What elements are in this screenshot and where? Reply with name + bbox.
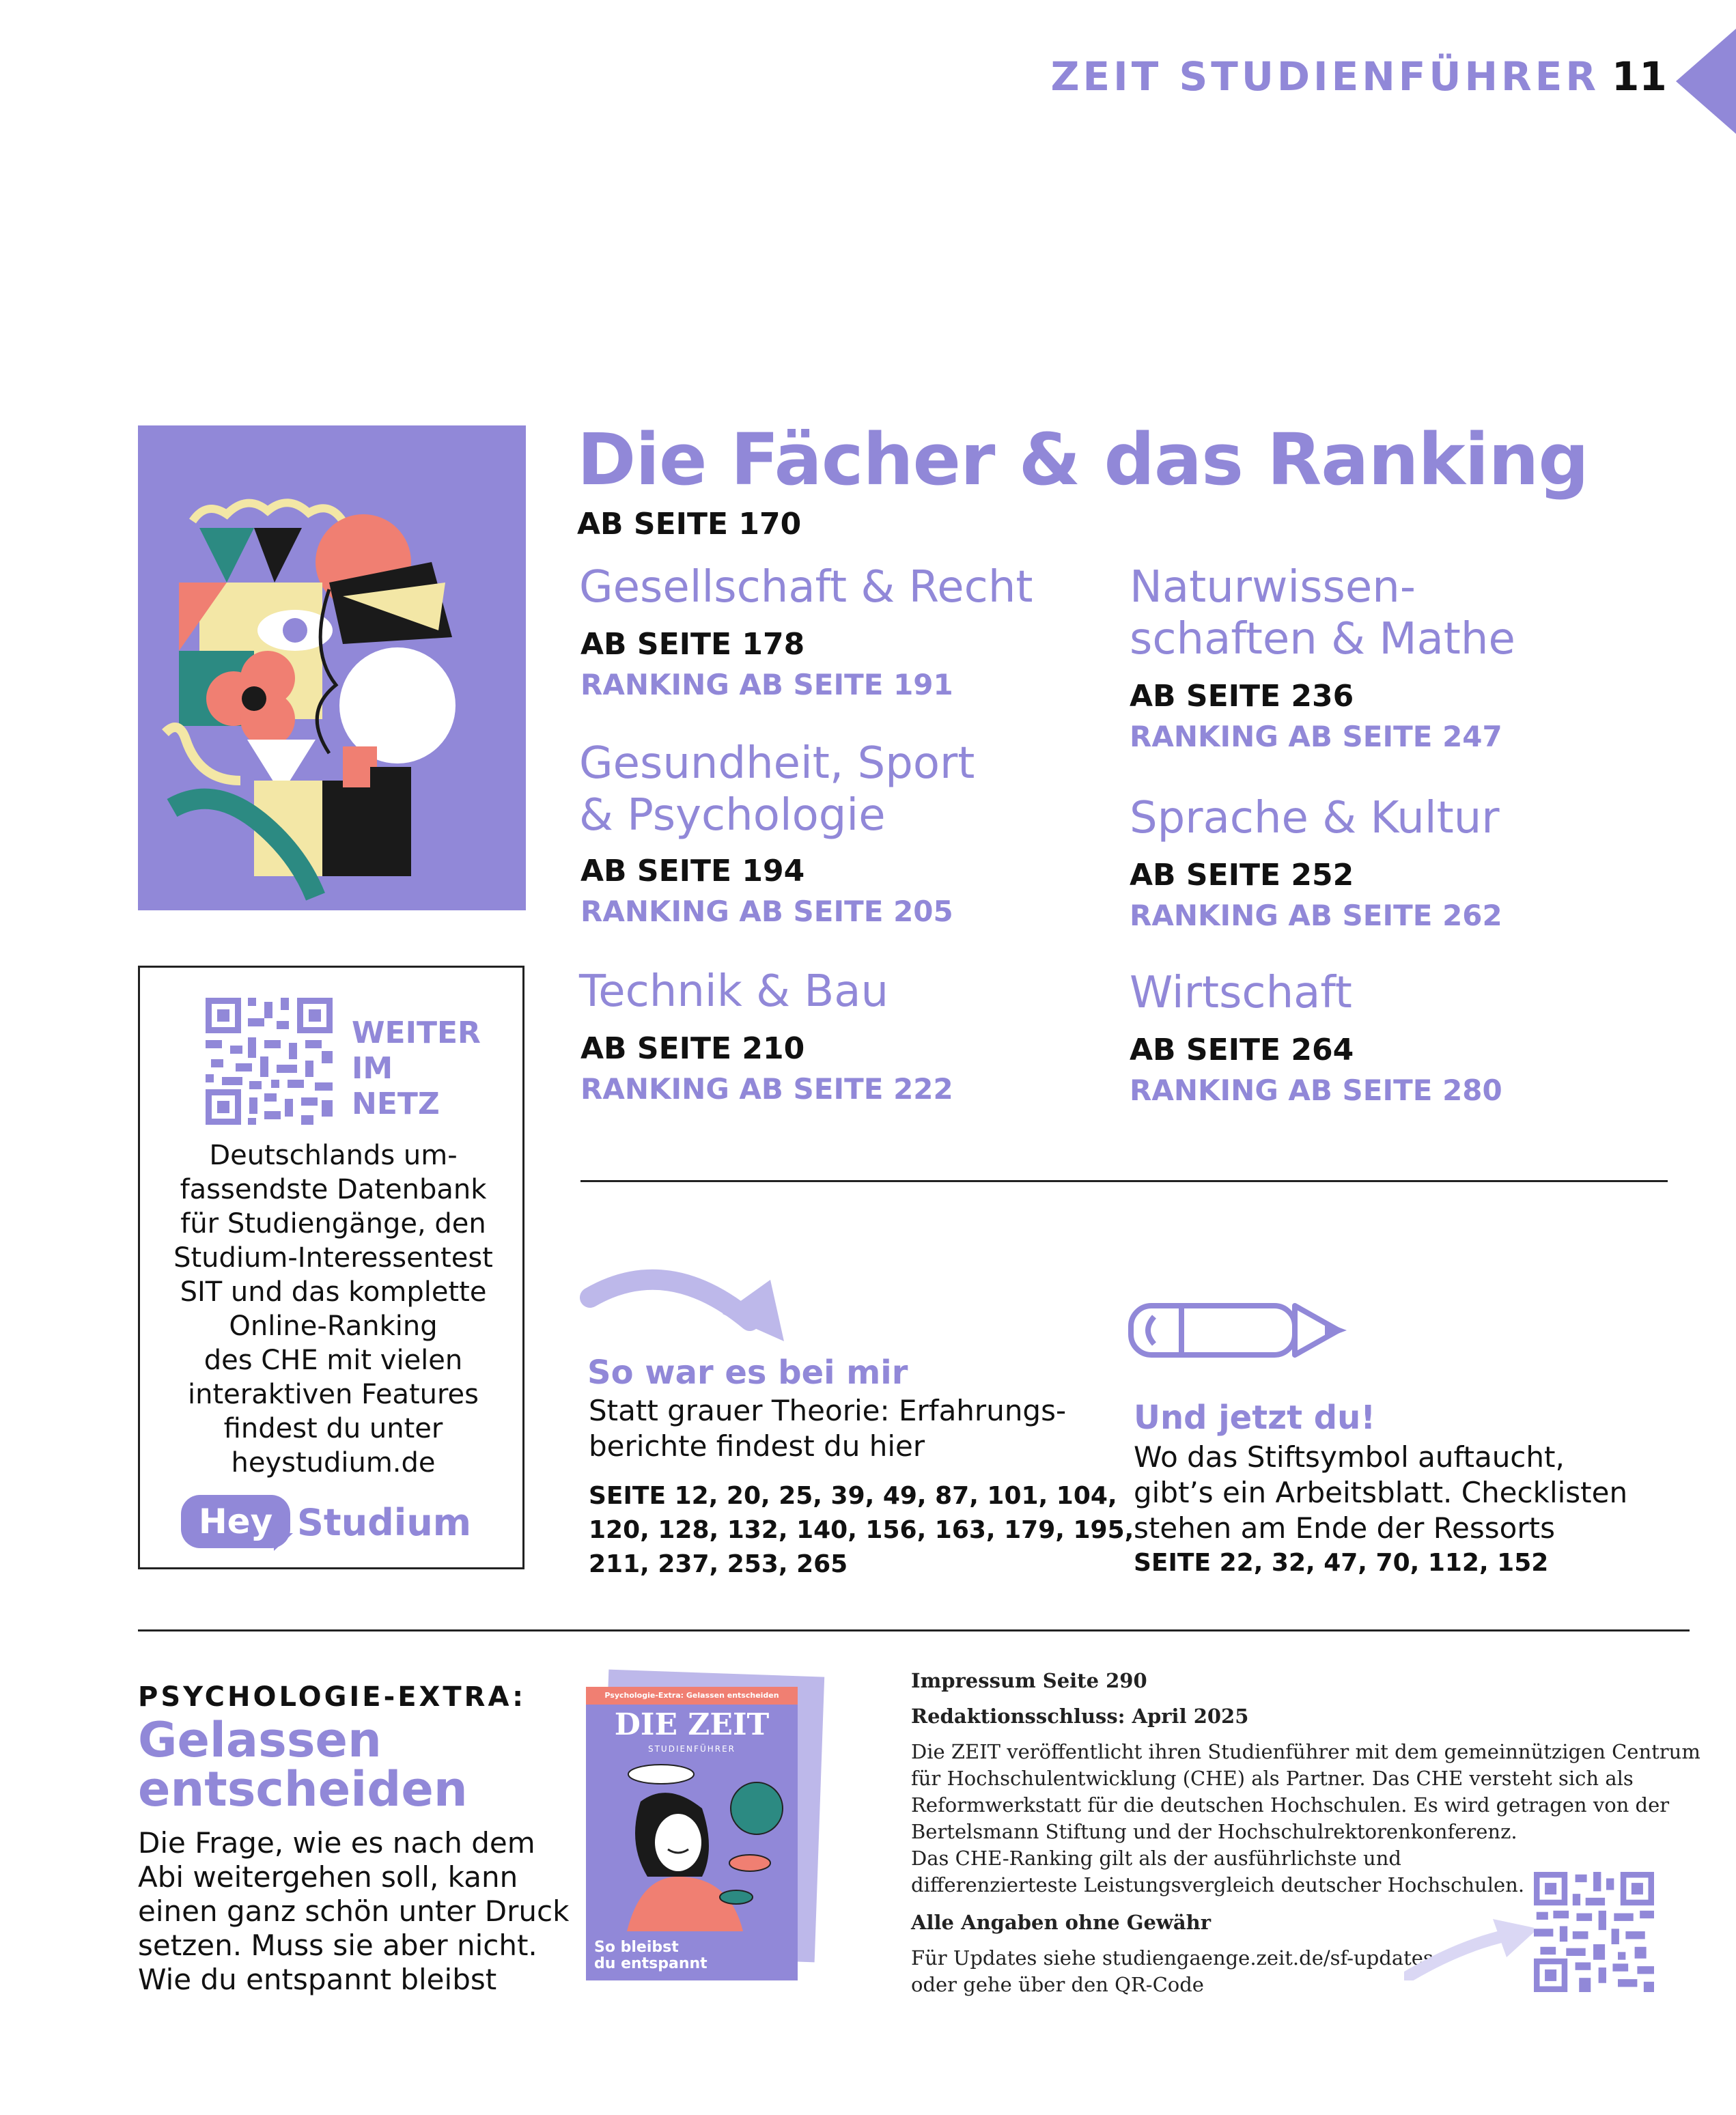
net-line: SIT und das komplette [180,1276,487,1308]
section-title: Die Fächer & das Ranking [577,418,1588,501]
running-header: ZEIT STUDIENFÜHRER [1050,53,1599,100]
so-war-pages-line: SEITE 12, 20, 25, 39, 49, 87, 101, 104, [589,1482,1117,1510]
category-wirtschaft-page: AB SEITE 264 [1130,1033,1354,1067]
net-description [140,1138,527,1480]
category-gesundheit [579,738,975,841]
impressum-page: Impressum Seite 290 [911,1669,1147,1692]
psychologie-line: Wie du entspannt bleibst [138,1963,497,1996]
logo-studium: Studium [297,1501,472,1544]
und-jetzt-pages: SEITE 22, 32, 47, 70, 112, 152 [1134,1549,1549,1577]
pointer-arrow-icon [1404,1912,1541,1980]
und-jetzt-line: Wo das Stiftsymbol auftaucht, [1134,1440,1565,1474]
impressum-line: Bertelsmann Stiftung und der Hochschulrektorenkonferenz. [911,1820,1517,1843]
psychologie-label: PSYCHOLOGIE-EXTRA: [138,1681,527,1713]
cover-banner: Psychologie-Extra: Gelassen entscheiden [586,1687,798,1705]
category-naturwissenschaften-line1: Naturwissen- [1130,562,1416,613]
impressum-line: Die ZEIT veröffentlicht ihren Studienführer mit dem gemeinnützigen Centrum [911,1740,1700,1763]
net-line: Studium-Interessentest [173,1242,493,1274]
und-jetzt-line: gibt’s ein Arbeitsblatt. Checklisten [1134,1476,1628,1509]
weiter-im-netz-box [138,966,524,1569]
redaktionsschluss: Redaktionsschluss: April 2025 [911,1705,1249,1728]
bottom-divider [138,1629,1690,1631]
category-technik: Technik & Bau [579,966,889,1017]
category-gesundheit-page: AB SEITE 194 [580,854,805,888]
psychologie-text [138,1826,575,1997]
psychologie-title-line1: Gelassen [138,1712,382,1768]
page-corner-triangle [1676,29,1736,134]
impressum-line: Das CHE-Ranking gilt als der ausführlichste und [911,1847,1401,1870]
net-link-text[interactable]: heystudium.de [231,1447,436,1479]
category-naturwissenschaften-line2: schaften & Mathe [1130,614,1515,664]
category-sprache-page: AB SEITE 252 [1130,858,1354,893]
face-collage-icon [138,425,526,910]
category-wirtschaft: Wirtschaft [1130,968,1352,1018]
so-war-title: So war es bei mir [587,1354,908,1392]
category-gesellschaft: Gesellschaft & Recht [579,562,1033,613]
category-technik-page: AB SEITE 210 [580,1031,805,1066]
heystudium-logo[interactable] [181,1492,475,1554]
updates-line[interactable]: Für Updates siehe studiengaenge.zeit.de/sf-updates [911,1946,1433,1970]
category-technik-ranking: RANKING AB SEITE 222 [580,1072,953,1106]
so-war-pages [589,1479,1134,1582]
category-gesundheit-line1: Gesundheit, Sport [579,738,975,789]
cover-girl-illustration [600,1761,784,1931]
so-war-line: berichte findest du hier [589,1429,925,1463]
logo-hey: Hey [181,1495,290,1548]
psychologie-title-line2: entscheiden [138,1761,468,1817]
category-gesellschaft-ranking: RANKING AB SEITE 191 [580,668,953,701]
cover-bottom-line1: So bleibst [594,1939,679,1956]
und-jetzt-line: stehen am Ende der Ressorts [1134,1511,1555,1545]
net-line: findest du unter [223,1413,443,1444]
section-divider [580,1180,1668,1182]
so-war-text [589,1393,1066,1464]
impressum-line: für Hochschulentwicklung (CHE) als Partner. Das CHE versteht sich als [911,1767,1634,1790]
cover-logo: DIE ZEIT [614,1707,770,1742]
so-war-pages-line: 211, 237, 253, 265 [589,1550,848,1578]
category-naturwissenschaften-ranking: RANKING AB SEITE 247 [1130,720,1502,753]
net-heading-1: WEITER [352,1016,481,1050]
cover-bottom-line2: du entspannt [594,1955,708,1972]
net-line: Deutschlands um- [209,1140,458,1171]
impressum-line: differenzierteste Leistungsvergleich deutscher Hochschulen. [911,1873,1525,1896]
category-gesundheit-ranking: RANKING AB SEITE 205 [580,895,953,928]
category-sprache: Sprache & Kultur [1130,793,1500,843]
psychologie-title [138,1712,468,1817]
net-line: des CHE mit vielen [204,1345,463,1376]
category-naturwissenschaften [1130,561,1515,665]
updates-line: oder gehe über den QR-Code [911,1973,1204,1996]
qr-code-updates-icon[interactable] [1534,1871,1654,1993]
cover-subtitle: STUDIENFÜHRER [647,1744,736,1754]
category-wirtschaft-ranking: RANKING AB SEITE 280 [1130,1074,1502,1107]
net-line: fassendste Datenbank [180,1174,487,1205]
so-war-pages-line: 120, 128, 132, 140, 156, 163, 179, 195, [589,1516,1134,1544]
und-jetzt-title: Und jetzt du! [1134,1399,1376,1437]
updates-text [911,1945,1433,1998]
net-line: interaktiven Features [187,1379,479,1410]
category-naturwissenschaften-page: AB SEITE 236 [1130,679,1354,714]
category-gesellschaft-page: AB SEITE 178 [580,627,805,662]
disclaimer: Alle Angaben ohne Gewähr [911,1911,1212,1934]
category-sprache-ranking: RANKING AB SEITE 262 [1130,899,1502,932]
net-heading-3: NETZ [352,1087,440,1121]
category-gesundheit-line2: & Psychologie [579,790,886,841]
cover-illustration [138,425,526,910]
psychologie-line: einen ganz schön unter Druck [138,1894,570,1928]
net-line: für Studiengänge, den [180,1208,486,1239]
so-war-line: Statt grauer Theorie: Erfahrungs- [589,1394,1067,1427]
impressum-line: Reformwerkstatt für die deutschen Hochschulen. Es wird getragen von der [911,1793,1670,1817]
logo-speech-tail [274,1533,293,1551]
cover-bottom-text [594,1939,708,1972]
psychologie-line: Abi weitergehen soll, kann [138,1860,518,1894]
section-start-page: AB SEITE 170 [577,507,802,542]
net-heading-2: IM [352,1051,393,1086]
und-jetzt-text [1134,1440,1627,1546]
page-number: 11 [1612,53,1667,100]
net-line: Online-Ranking [229,1311,438,1342]
psychologie-line: Die Frage, wie es nach dem [138,1826,535,1860]
psychologie-line: setzen. Muss sie aber nicht. [138,1929,537,1962]
curved-arrow-icon [579,1259,791,1348]
pencil-icon [1127,1302,1352,1360]
magazine-cover[interactable] [586,1687,798,1980]
qr-code-icon[interactable] [206,998,333,1125]
